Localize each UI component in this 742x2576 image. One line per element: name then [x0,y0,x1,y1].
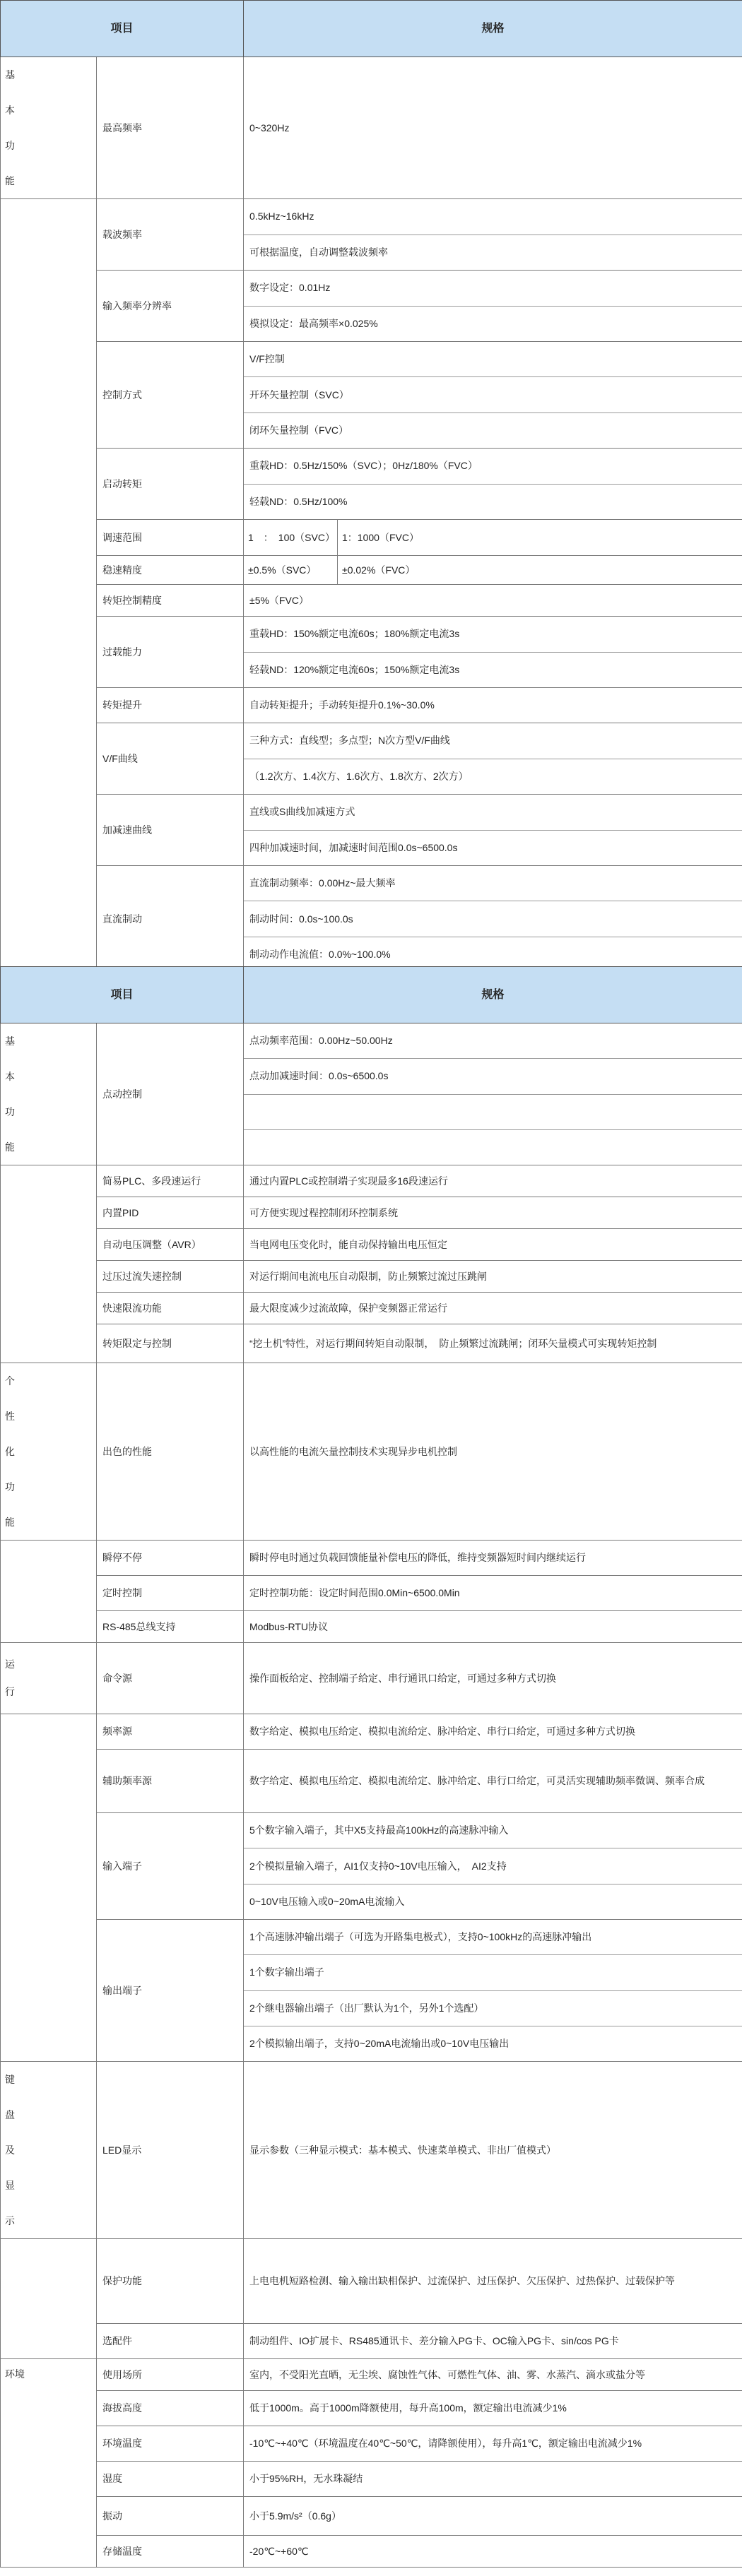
label-dc-brake: 直流制动 [97,866,244,973]
value-options: 制动组件、IO扩展卡、RS485通讯卡、差分输入PG卡、OC输入PG卡、sin/cos PG卡 [244,2324,742,2359]
value-input-term-2: 0~10V电压输入或0~20mA电流输入 [249,1895,405,1907]
label-overload: 过载能力 [97,617,244,688]
value-speed-range-svc: 1 ： 100（SVC） [248,531,335,543]
label-protect: 保护功能 [97,2239,244,2324]
value-vf-curve-0: 三种方式：直线型；多点型；N次方型V/F曲线 [244,723,742,759]
value-control-1: 开环矢量控制（SVC） [244,377,742,412]
value-output-term-1: 1个数字输出端子 [244,1955,742,1990]
value-input-term-1: 2个模拟量输入端子，AI1仅支持0~10V电压输入， AI2支持 [244,1848,742,1884]
value-carrier-0: 0.5kHz~16kHz [244,199,742,235]
value-aux-freq: 数字给定、模拟电压给定、模拟电流给定、脉冲给定、串行口给定，可灵活实现辅助频率微调、频率合成 [244,1750,742,1813]
label-excellent: 出色的性能 [97,1363,244,1541]
label-ambient: 环境温度 [97,2426,244,2462]
header-spec-2: 规格 [244,967,742,1023]
label-cmd-src: 命令源 [97,1643,244,1714]
value-accel-curve-0: 直线或S曲线加减速方式 [244,795,742,831]
label-ride-through: 瞬停不停 [97,1541,244,1576]
value-humidity: 小于95%RH，无水珠凝结 [244,2462,742,2497]
value-timer: 定时控制功能：设定时间范围0.0Min~6500.0Min [244,1576,742,1611]
category-personal: 个 性 化 功 能 [1,1363,97,1541]
value-overload-1: 轻载ND：120%额定电流60s；150%额定电流3s [249,663,460,675]
value-freq-src: 数字给定、模拟电压给定、模拟电流给定、脉冲给定、串行口给定，可通过多种方式切换 [244,1714,742,1750]
spec-table-2 [0,966,742,2568]
header-item-2: 项目 [1,967,244,1023]
spec-table-1 [0,0,742,973]
category-run: 运 行 [1,1643,97,1714]
value-dc-brake-2: 制动动作电流值：0.0%~100.0% [249,948,391,960]
value-input-res-1: 模拟设定：最高频率×0.025% [249,317,378,329]
value-pid: 可方便实现过程控制闭环控制系统 [244,1197,742,1229]
value-ride-through: 瞬时停电时通过负载回馈能量补偿电压的降低，维持变频器短时间内继续运行 [244,1541,742,1576]
label-timer: 定时控制 [97,1576,244,1611]
category-basic-2: 基 本 功 能 [1,1023,97,1165]
value-carrier-1: 可根据温度，自动调整载波频率 [249,246,389,258]
value-dc-brake-0: 直流制动频率：0.00Hz~最大频率 [244,866,742,901]
value-output-term-0: 1个高速脉冲输出端子（可选为开路集电极式），支持0~100kHz的高速脉冲输出 [244,1920,742,1955]
label-led: LED显示 [97,2062,244,2239]
label-max-freq: 最高频率 [97,57,244,199]
value-speed-acc-fvc: ±0.02%（FVC） [337,556,742,584]
label-start-torque: 启动转矩 [97,449,244,520]
label-vf-curve: V/F曲线 [97,723,244,795]
label-output-term: 输出端子 [97,1920,244,2062]
value-vf-curve-1: （1.2次方、1.4次方、1.6次方、1.8次方、2次方） [249,770,469,782]
value-altitude: 低于1000m。高于1000m降额使用，每升高100m，额定输出电流减少1% [244,2391,742,2426]
label-site: 使用场所 [97,2359,244,2391]
label-input-term: 输入端子 [97,1813,244,1920]
label-jog: 点动控制 [97,1023,244,1165]
value-cmd-src: 操作面板给定、控制端子给定、串行通讯口给定，可通过多种方式切换 [244,1643,742,1714]
label-aux-freq: 辅助频率源 [97,1750,244,1813]
value-speed-range-fvc: 1：1000（FVC） [337,520,742,555]
category-basic-1: 基 本 功 能 [1,57,97,199]
label-rs485: RS-485总线支持 [97,1611,244,1643]
value-jog-0: 点动频率范围：0.00Hz~50.00Hz [244,1023,742,1059]
value-stall: 对运行期间电流电压自动限制，防止频繁过流过压跳闸 [244,1261,742,1293]
value-output-term-2: 2个继电器输出端子（出厂默认为1个，另外1个选配） [244,1991,742,2026]
label-speed-acc: 稳速精度 [97,556,244,585]
label-plc: 简易PLC、多段速运行 [97,1165,244,1197]
category-keyboard: 键 盘 及 显 示 [1,2062,97,2239]
value-storage: -20℃~+60℃ [244,2536,742,2568]
label-pid: 内置PID [97,1197,244,1229]
label-fast-limit: 快速限流功能 [97,1293,244,1324]
value-start-torque-0: 重载HD：0.5Hz/150%（SVC）；0Hz/180%（FVC） [244,449,742,485]
value-led: 显示参数（三种显示模式：基本模式、快速菜单模式、非出厂值模式） [244,2062,742,2239]
label-altitude: 海拔高度 [97,2391,244,2426]
value-excellent: 以高性能的电流矢量控制技术实现异步电机控制 [244,1363,742,1541]
value-start-torque-1: 轻载ND：0.5Hz/100% [249,495,348,507]
value-control-2: 闭环矢量控制（FVC） [249,424,349,436]
value-input-res-0: 数字设定：0.01Hz [244,271,742,307]
label-control: 控制方式 [97,342,244,449]
value-ambient: -10℃~+40℃（环境温度在40℃~50℃，请降额使用），每升高1℃，额定输出电流减少1% [244,2426,742,2462]
label-vibration: 振动 [97,2497,244,2536]
label-torque-limit: 转矩限定与控制 [97,1324,244,1363]
label-carrier: 载波频率 [97,199,244,271]
category-env: 环境 [1,2359,97,2568]
label-accel-curve: 加减速曲线 [97,795,244,866]
header-item: 项目 [1,1,244,57]
label-speed-range: 调速范围 [97,520,244,556]
value-site: 室内，不受阳光直晒，无尘埃、腐蚀性气体、可燃性气体、油、雾、水蒸汽、滴水或盐分等 [244,2359,742,2391]
value-torque-boost: 自动转矩提升；手动转矩提升0.1%~30.0% [244,688,742,723]
label-storage: 存储温度 [97,2536,244,2568]
label-torque-acc: 转矩控制精度 [97,585,244,617]
label-stall: 过压过流失速控制 [97,1261,244,1293]
value-accel-curve-1: 四种加减速时间，加减速时间范围0.0s~6500.0s [249,841,458,853]
value-rs485: Modbus-RTU协议 [244,1611,742,1643]
label-freq-src: 频率源 [97,1714,244,1750]
value-jog-1: 点动加减速时间：0.0s~6500.0s [244,1059,742,1094]
value-avr: 当电网电压变化时，能自动保持输出电压恒定 [244,1229,742,1261]
value-control-0: V/F控制 [244,342,742,377]
value-protect: 上电电机短路检测、输入输出缺相保护、过流保护、过压保护、欠压保护、过热保护、过载保护等 [244,2239,742,2324]
label-input-res: 输入频率分辨率 [97,271,244,342]
value-output-term-3: 2个模拟输出端子，支持0~20mA电流输出或0~10V电压输出 [249,2037,510,2049]
label-humidity: 湿度 [97,2462,244,2497]
value-speed-acc-svc: ±0.5%（SVC） [248,564,317,576]
value-max-freq: 0~320Hz [244,57,742,199]
value-fast-limit: 最大限度减少过流故障，保护变频器正常运行 [244,1293,742,1324]
value-torque-limit: “挖土机”特性，对运行期间转矩自动限制， 防止频繁过流跳闸；闭环矢量模式可实现转矩控制 [244,1324,742,1363]
value-dc-brake-1: 制动时间：0.0s~100.0s [244,901,742,937]
value-plc: 通过内置PLC或控制端子实现最多16段速运行 [244,1165,742,1197]
header-spec: 规格 [244,1,742,57]
label-options: 选配件 [97,2324,244,2359]
value-input-term-0: 5个数字输入端子，其中X5支持最高100kHz的高速脉冲输入 [244,1813,742,1848]
value-torque-acc: ±5%（FVC） [244,585,742,617]
value-vibration: 小于5.9m/s²（0.6g） [244,2497,742,2536]
label-torque-boost: 转矩提升 [97,688,244,723]
label-avr: 自动电压调整（AVR） [97,1229,244,1261]
value-overload-0: 重载HD：150%额定电流60s；180%额定电流3s [244,617,742,653]
